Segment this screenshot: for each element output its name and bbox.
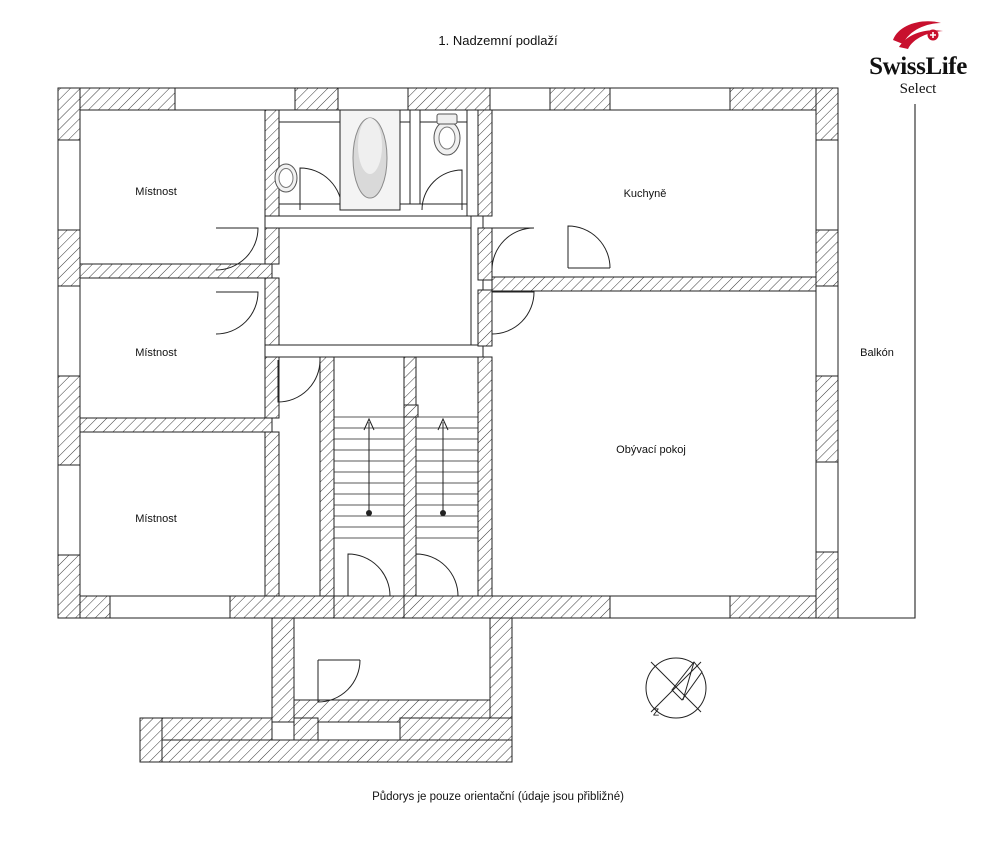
room-label-mistnost-1: Místnost <box>135 186 177 198</box>
page-title: 1. Nadzemní podlaží <box>438 33 558 48</box>
room-label-mistnost-2: Místnost <box>135 347 177 359</box>
brand-name: SwissLife <box>869 53 967 80</box>
room-label-obyvaci-pokoj: Obývací pokoj <box>616 444 686 456</box>
brand-subtitle: Select <box>899 81 937 97</box>
room-label-kuchyne: Kuchyně <box>623 188 667 200</box>
plan-footnote: Půdorys je pouze orientační (údaje jsou přibližné) <box>372 791 624 803</box>
compass-label-west: Z <box>652 707 660 719</box>
room-label-balkon: Balkón <box>860 347 894 359</box>
room-label-mistnost-3: Místnost <box>135 513 177 525</box>
